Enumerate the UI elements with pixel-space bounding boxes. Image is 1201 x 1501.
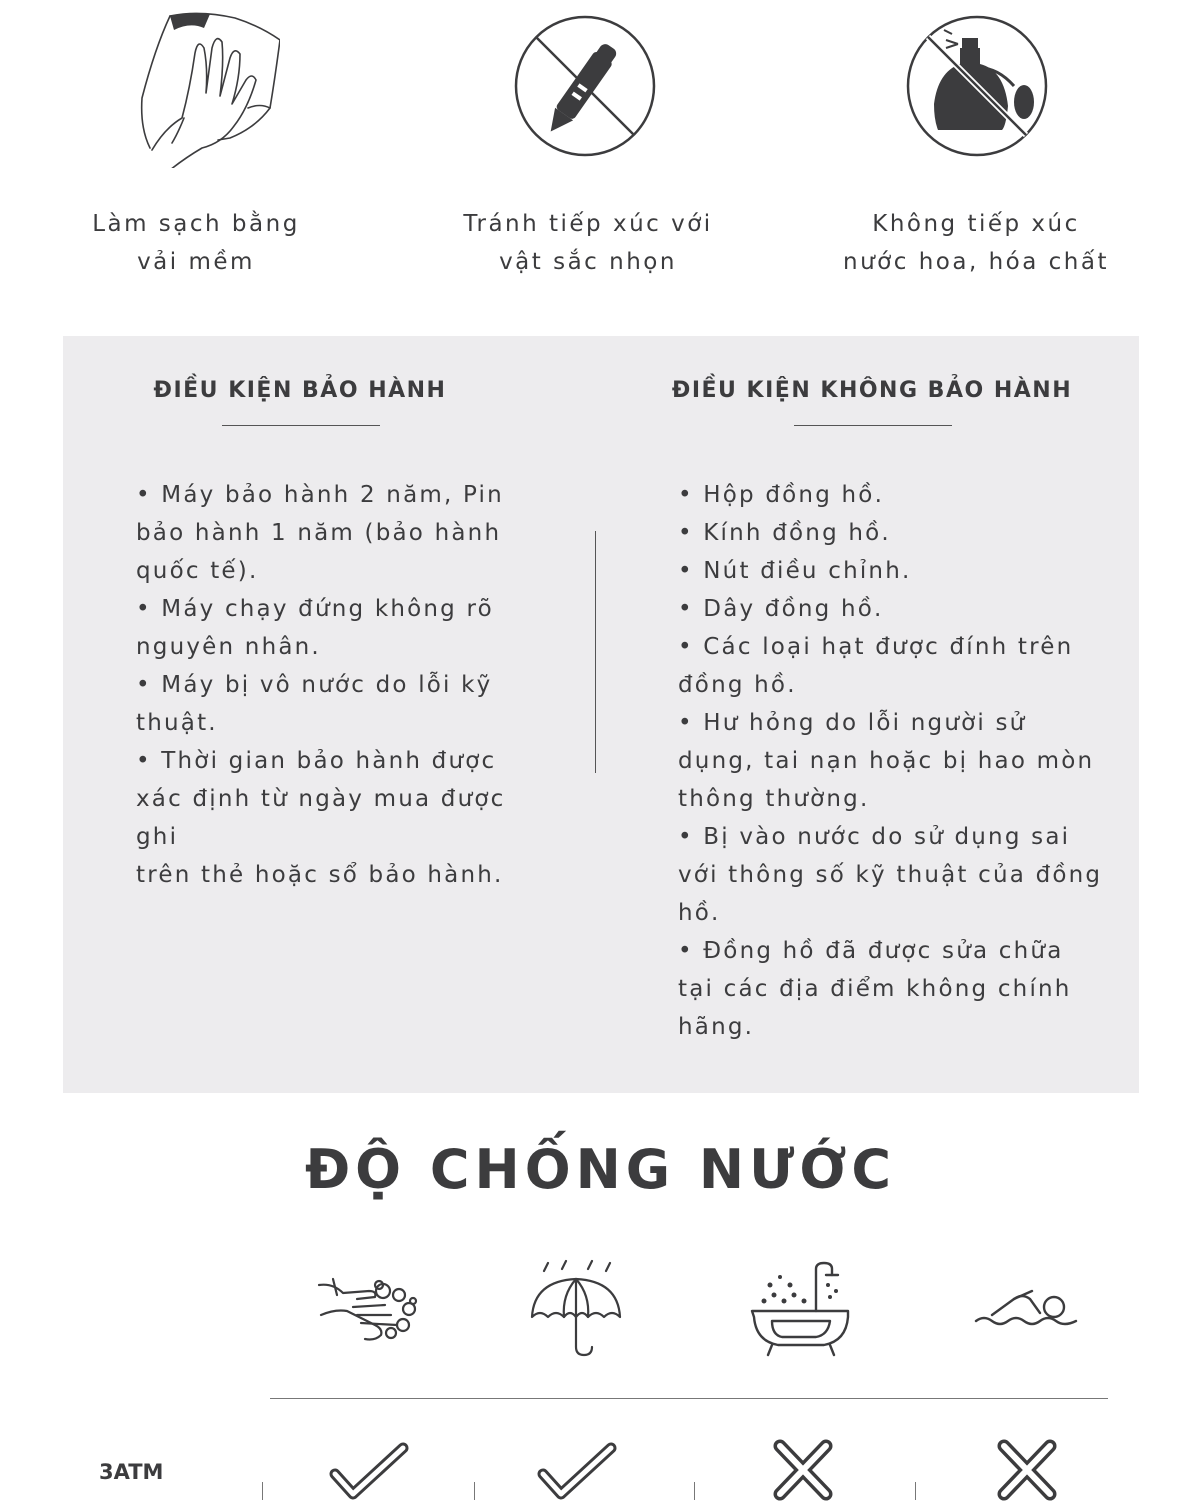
no-sharp-objects-icon [510,8,660,168]
no-warranty-title: ĐIỀU KIỆN KHÔNG BẢO HÀNH [671,378,1073,403]
list-item: bảo hành 1 năm (bảo hành [136,520,502,546]
list-item: đồng hồ. [678,672,797,698]
list-item: với thông số kỹ thuật của đồng [678,862,1103,888]
warranty-title-underline [222,425,380,426]
no-perfume-icon [902,8,1052,168]
list-item: hãng. [678,1014,755,1040]
list-item: • Kính đồng hồ. [678,520,891,546]
list-item: • Máy bị vô nước do lỗi kỹ [136,672,493,698]
hand-washing-icon [313,1255,423,1365]
list-item: • Các loại hạt được đính trên [678,634,1074,660]
list-item: • Thời gian bảo hành được [136,748,497,774]
list-item: hồ. [678,900,721,926]
care-caption-cloth: Làm sạch bằng vải mềm [92,211,300,275]
table-divider [270,1398,1108,1399]
row-label-3atm: 3ATM [99,1460,164,1484]
list-item: tại các địa điểm không chính [678,976,1072,1002]
water-resistance-title: ĐỘ CHỐNG NƯỚC [304,1138,897,1201]
warranty-title: ĐIỀU KIỆN BẢO HÀNH [153,378,447,403]
list-item: thông thường. [678,786,870,812]
care-caption-sharp: Tránh tiếp xúc với vật sắc nhọn [463,211,713,275]
care-caption-perfume: Không tiếp xúc nước hoa, hóa chất [843,211,1109,275]
check-mark-icon [325,1438,415,1501]
warranty-list [136,476,556,894]
list-item: • Máy chạy đứng không rõ [136,596,494,622]
umbrella-rain-icon [522,1255,632,1365]
list-item: • Bị vào nước do sử dụng sai [678,824,1071,850]
cross-mark-icon [982,1438,1072,1501]
swimming-icon [970,1255,1080,1365]
list-item: • Dây đồng hồ. [678,596,884,622]
check-mark-icon [533,1438,623,1501]
list-item: trên thẻ hoặc sổ bảo hành. [136,862,504,888]
hand-wiping-cloth-icon [130,8,280,168]
list-item: • Hộp đồng hồ. [678,482,885,508]
column-tick [915,1482,916,1500]
list-item: • Đồng hồ đã được sửa chữa [678,938,1064,964]
column-tick [474,1482,475,1500]
column-tick [262,1482,263,1500]
column-divider [595,531,596,773]
column-tick [694,1482,695,1500]
no-warranty-title-underline [794,425,952,426]
list-item: dụng, tai nạn hoặc bị hao mòn [678,748,1095,774]
list-item: thuật. [136,710,218,736]
list-item: • Hư hỏng do lỗi người sử [678,710,1027,736]
cross-mark-icon [758,1438,848,1501]
list-item: • Máy bảo hành 2 năm, Pin [136,482,504,508]
list-item: quốc tế). [136,558,259,584]
list-item: xác định từ ngày mua được ghi [136,786,506,850]
no-warranty-list [678,476,1118,1046]
list-item: nguyên nhân. [136,634,321,660]
list-item: • Nút điều chỉnh. [678,558,912,584]
bathtub-shower-icon [746,1255,856,1365]
